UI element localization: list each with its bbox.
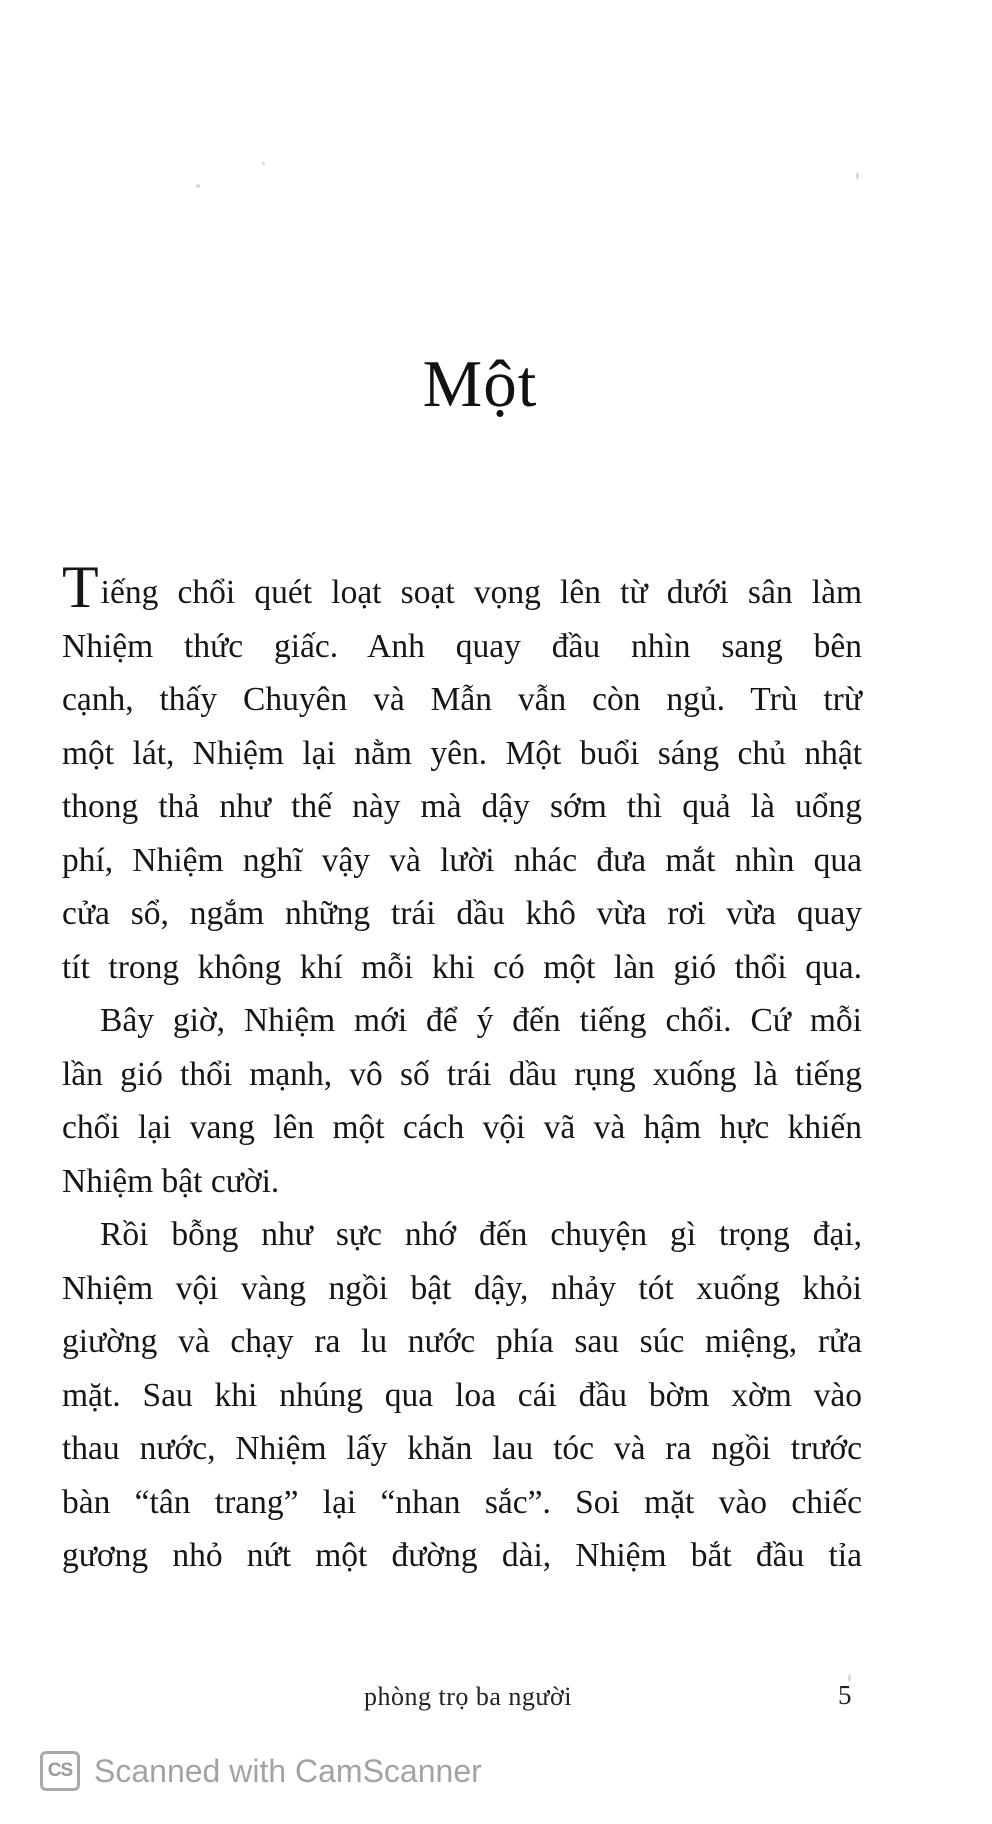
- body-text: [62, 554, 862, 1583]
- text-line: gương nhỏ nứt một đường dài, Nhiệm bắt đầu tỉa: [62, 1537, 862, 1574]
- drop-cap: T: [62, 554, 99, 620]
- text-line: lần gió thổi mạnh, vô số trái dầu rụng xuống là tiếng: [62, 1055, 862, 1093]
- text-line: phí, Nhiệm nghĩ vậy và lười nhác đưa mắt nhìn qua: [62, 841, 862, 879]
- text-line: cạnh, thấy Chuyên và Mẫn vẫn còn ngủ. Trù trừ: [62, 681, 862, 718]
- text-line: Bây giờ, Nhiệm mới để ý đến tiếng chổi. Cứ mỗi: [100, 1002, 862, 1039]
- text-line: cửa sổ, ngắm những trái dầu khô vừa rơi vừa quay: [62, 895, 862, 932]
- running-title: phòng trọ ba người: [364, 1682, 572, 1711]
- text-line: thau nước, Nhiệm lấy khăn lau tóc và ra ngồi trước: [62, 1430, 862, 1467]
- camscanner-watermark: [40, 1748, 482, 1794]
- paragraph-3: [62, 1208, 862, 1583]
- text-line: Tiếng chổi quét loạt soạt vọng lên từ dưới sân làm: [62, 554, 862, 620]
- paragraph-2: [62, 994, 862, 1208]
- text-line: tít trong không khí mỗi khi có một làn gió thổi qua.: [62, 948, 862, 986]
- text-line: Nhiệm thức giấc. Anh quay đầu nhìn sang bên: [62, 627, 862, 665]
- text-line: một lát, Nhiệm lại nằm yên. Một buổi sáng chủ nhật: [62, 734, 862, 772]
- chapter-title: Một: [422, 347, 538, 421]
- scan-speck: [262, 162, 265, 165]
- text-line: mặt. Sau khi nhúng qua loa cái đầu bờm xờm vào: [62, 1376, 862, 1414]
- watermark-text: Scanned with CamScanner: [94, 1752, 482, 1789]
- text-line: Nhiệm vội vàng ngồi bật dậy, nhảy tót xuống khỏi: [62, 1269, 862, 1307]
- text-line: giường và chạy ra lu nước phía sau súc miệng, rửa: [62, 1323, 862, 1360]
- camscanner-logo-icon: CS: [40, 1751, 80, 1791]
- scan-speck: [856, 172, 859, 180]
- page-number: 5: [838, 1680, 852, 1710]
- scan-speck: [196, 184, 200, 188]
- text-line: chổi lại vang lên một cách vội vã và hậm hực khiến: [62, 1109, 862, 1146]
- text-line: bàn “tân trang” lại “nhan sắc”. Soi mặt vào chiếc: [62, 1483, 862, 1521]
- paragraph-1: [62, 554, 862, 994]
- text-line: Rồi bỗng như sực nhớ đến chuyện gì trọng đại,: [100, 1216, 862, 1253]
- text-line: thong thả như thế này mà dậy sớm thì quả là uổng: [62, 788, 862, 825]
- text-line: Nhiệm bật cười.: [62, 1162, 280, 1200]
